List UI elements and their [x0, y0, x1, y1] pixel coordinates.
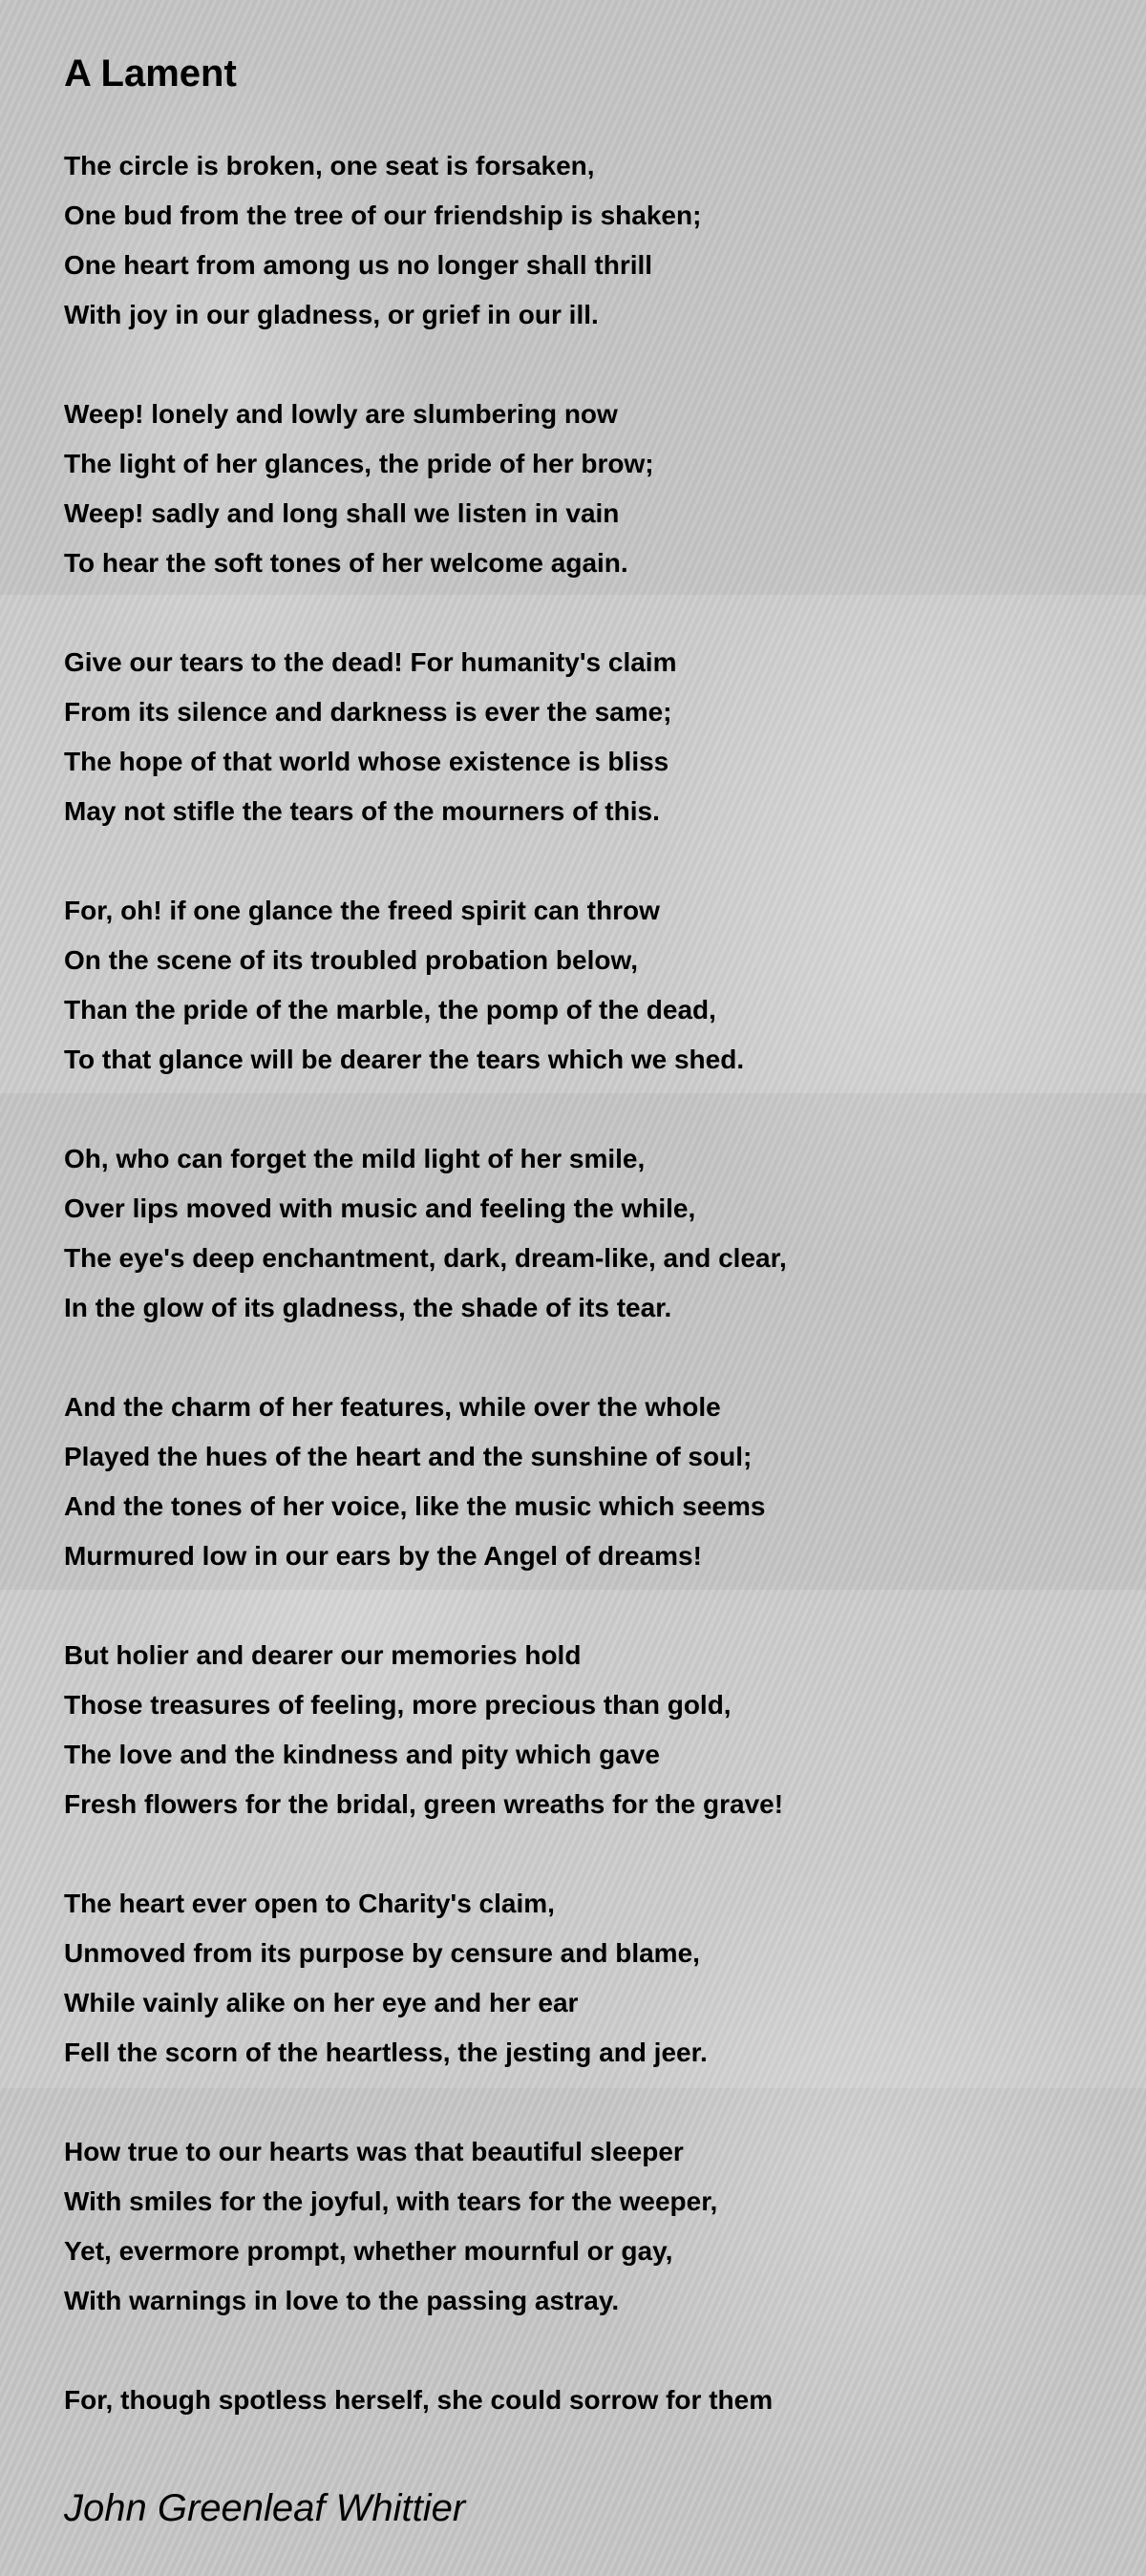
- poem-line: Yet, evermore prompt, whether mournful or gay,: [64, 2236, 673, 2266]
- poem-stanza: [64, 1383, 787, 1581]
- poem-stanza: [64, 638, 787, 836]
- poem-line: And the tones of her voice, like the music which seems: [64, 1491, 766, 1521]
- poem-line: For, though spotless herself, she could sorrow for them: [64, 2385, 774, 2415]
- poem-stanza: [64, 2375, 787, 2425]
- poem-title: A Lament: [64, 53, 237, 95]
- poem-line: The heart ever open to Charity's claim,: [64, 1889, 555, 1918]
- poem-line: Oh, who can forget the mild light of her smile,: [64, 1144, 646, 1173]
- poem-line: The circle is broken, one seat is forsaken,: [64, 151, 595, 180]
- poem-line: On the scene of its troubled probation below,: [64, 945, 638, 975]
- poem-line: To hear the soft tones of her welcome again.: [64, 548, 628, 578]
- poem-line: One heart from among us no longer shall thrill: [64, 250, 653, 280]
- poem-line: To that glance will be dearer the tears which we shed.: [64, 1045, 745, 1074]
- poem-line: In the glow of its gladness, the shade of its tear.: [64, 1293, 672, 1322]
- poem-line: How true to our hearts was that beautiful sleeper: [64, 2137, 684, 2166]
- poem-line: The love and the kindness and pity which gave: [64, 1740, 660, 1769]
- poem-line: With smiles for the joyful, with tears for the weeper,: [64, 2186, 718, 2216]
- poem-line: With warnings in love to the passing astray.: [64, 2286, 620, 2315]
- poem-author: John Greenleaf Whittier: [64, 2487, 466, 2529]
- poem-line: With joy in our gladness, or grief in our ill.: [64, 300, 599, 329]
- poem-stanza: [64, 1879, 787, 2078]
- poem-line: Than the pride of the marble, the pomp of the dead,: [64, 995, 716, 1024]
- poem-stanza: [64, 1134, 787, 1333]
- poem-line: Unmoved from its purpose by censure and blame,: [64, 1938, 700, 1968]
- poem-line: But holier and dearer our memories hold: [64, 1640, 582, 1670]
- poem-line: The eye's deep enchantment, dark, dream-like, and clear,: [64, 1243, 787, 1273]
- poem-line: One bud from the tree of our friendship is shaken;: [64, 201, 702, 230]
- poem-line: Fell the scorn of the heartless, the jesting and jeer.: [64, 2038, 708, 2067]
- poem-line: For, oh! if one glance the freed spirit can throw: [64, 896, 660, 925]
- poem-line: Over lips moved with music and feeling the while,: [64, 1193, 696, 1223]
- poem-body: [64, 141, 787, 2475]
- poem-line: From its silence and darkness is ever the same;: [64, 697, 672, 727]
- poem-line: Murmured low in our ears by the Angel of dreams!: [64, 1541, 702, 1571]
- poem-line: The light of her glances, the pride of her brow;: [64, 449, 654, 478]
- poem-line: Weep! lonely and lowly are slumbering now: [64, 399, 618, 429]
- poem-stanza: [64, 390, 787, 588]
- poem-line: Played the hues of the heart and the sunshine of soul;: [64, 1442, 753, 1471]
- poem-line: May not stifle the tears of the mourners of this.: [64, 796, 660, 826]
- poem-stanza: [64, 886, 787, 1085]
- poem-line: Those treasures of feeling, more precious than gold,: [64, 1690, 732, 1720]
- poem-line: Weep! sadly and long shall we listen in vain: [64, 498, 620, 528]
- poem-line: The hope of that world whose existence is bliss: [64, 747, 669, 776]
- poem-line: Give our tears to the dead! For humanity's claim: [64, 647, 677, 677]
- poem-line: Fresh flowers for the bridal, green wreaths for the grave!: [64, 1789, 784, 1819]
- poem-stanza: [64, 2127, 787, 2326]
- poem-stanza: [64, 1631, 787, 1829]
- poem-line: And the charm of her features, while over the whole: [64, 1392, 721, 1422]
- poem-line: While vainly alike on her eye and her ear: [64, 1988, 579, 2017]
- poem-stanza: [64, 141, 787, 340]
